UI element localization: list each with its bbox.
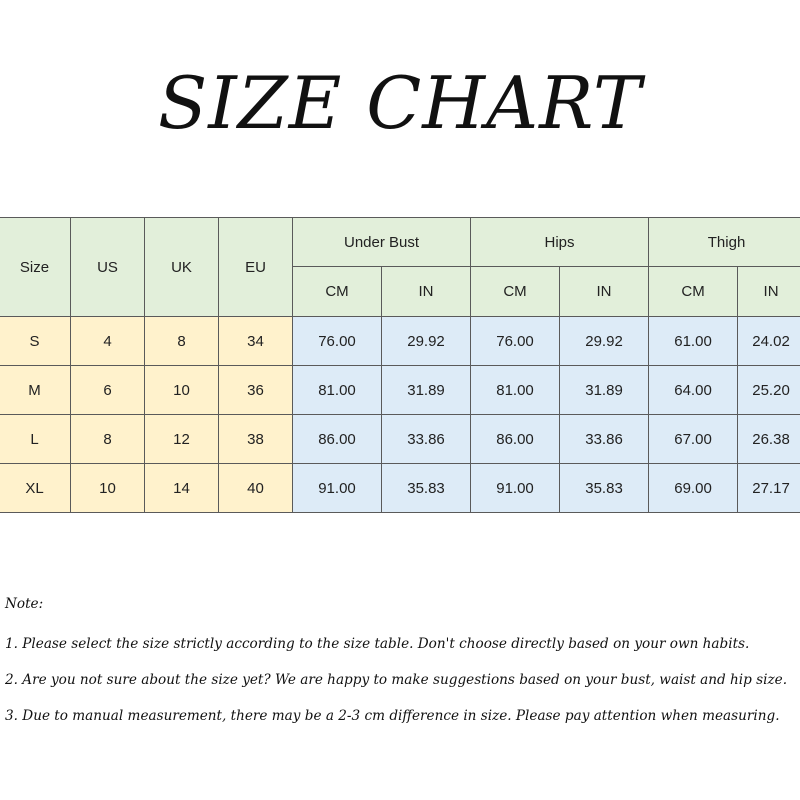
size-cell: M bbox=[0, 366, 71, 415]
us-cell: 10 bbox=[71, 464, 145, 513]
measure-cell: 91.00 bbox=[471, 464, 560, 513]
header-thigh: Thigh bbox=[649, 218, 800, 267]
table-row bbox=[0, 464, 800, 513]
uk-cell: 12 bbox=[145, 415, 219, 464]
measure-cell: 64.00 bbox=[649, 366, 738, 415]
header-under-bust: Under Bust bbox=[293, 218, 471, 267]
measure-cell: 69.00 bbox=[649, 464, 738, 513]
us-cell: 8 bbox=[71, 415, 145, 464]
measure-cell: 26.38 bbox=[738, 415, 800, 464]
measure-cell: 91.00 bbox=[293, 464, 382, 513]
notes-heading: Note: bbox=[5, 596, 44, 612]
header-size: Size bbox=[0, 218, 71, 317]
measure-cell: 27.17 bbox=[738, 464, 800, 513]
uk-cell: 8 bbox=[145, 317, 219, 366]
measure-cell: 67.00 bbox=[649, 415, 738, 464]
note-item: 1. Please select the size strictly according to the size table. Don't choose directly based on your own habits. bbox=[5, 636, 750, 652]
table-row bbox=[0, 317, 800, 366]
measure-cell: 61.00 bbox=[649, 317, 738, 366]
header-uk: UK bbox=[145, 218, 219, 317]
header-us: US bbox=[71, 218, 145, 317]
size-table bbox=[0, 217, 800, 513]
eu-cell: 40 bbox=[219, 464, 293, 513]
unit-cell: CM bbox=[649, 267, 738, 317]
size-cell: XL bbox=[0, 464, 71, 513]
measure-cell: 25.20 bbox=[738, 366, 800, 415]
note-item: 3. Due to manual measurement, there may be a 2-3 cm difference in size. Please pay attention when measuring. bbox=[5, 708, 780, 724]
table-row bbox=[0, 366, 800, 415]
measure-cell: 81.00 bbox=[293, 366, 382, 415]
measure-cell: 31.89 bbox=[560, 366, 649, 415]
page-title: SIZE CHART bbox=[157, 61, 643, 145]
table-row bbox=[0, 415, 800, 464]
measure-cell: 33.86 bbox=[382, 415, 471, 464]
measure-cell: 35.83 bbox=[382, 464, 471, 513]
us-cell: 4 bbox=[71, 317, 145, 366]
us-cell: 6 bbox=[71, 366, 145, 415]
unit-cell: IN bbox=[738, 267, 800, 317]
measure-cell: 86.00 bbox=[293, 415, 382, 464]
unit-cell: CM bbox=[293, 267, 382, 317]
measure-cell: 76.00 bbox=[293, 317, 382, 366]
eu-cell: 38 bbox=[219, 415, 293, 464]
table-header-row bbox=[0, 218, 800, 267]
eu-cell: 34 bbox=[219, 317, 293, 366]
size-cell: S bbox=[0, 317, 71, 366]
unit-cell: IN bbox=[382, 267, 471, 317]
size-cell: L bbox=[0, 415, 71, 464]
uk-cell: 14 bbox=[145, 464, 219, 513]
measure-cell: 33.86 bbox=[560, 415, 649, 464]
unit-cell: CM bbox=[471, 267, 560, 317]
measure-cell: 86.00 bbox=[471, 415, 560, 464]
measure-cell: 24.02 bbox=[738, 317, 800, 366]
header-hips: Hips bbox=[471, 218, 649, 267]
eu-cell: 36 bbox=[219, 366, 293, 415]
measure-cell: 31.89 bbox=[382, 366, 471, 415]
measure-cell: 29.92 bbox=[382, 317, 471, 366]
note-item: 2. Are you not sure about the size yet? We are happy to make suggestions based on your bust, waist and hip size. bbox=[5, 672, 788, 688]
unit-cell: IN bbox=[560, 267, 649, 317]
measure-cell: 76.00 bbox=[471, 317, 560, 366]
measure-cell: 81.00 bbox=[471, 366, 560, 415]
uk-cell: 10 bbox=[145, 366, 219, 415]
measure-cell: 35.83 bbox=[560, 464, 649, 513]
measure-cell: 29.92 bbox=[560, 317, 649, 366]
header-eu: EU bbox=[219, 218, 293, 317]
